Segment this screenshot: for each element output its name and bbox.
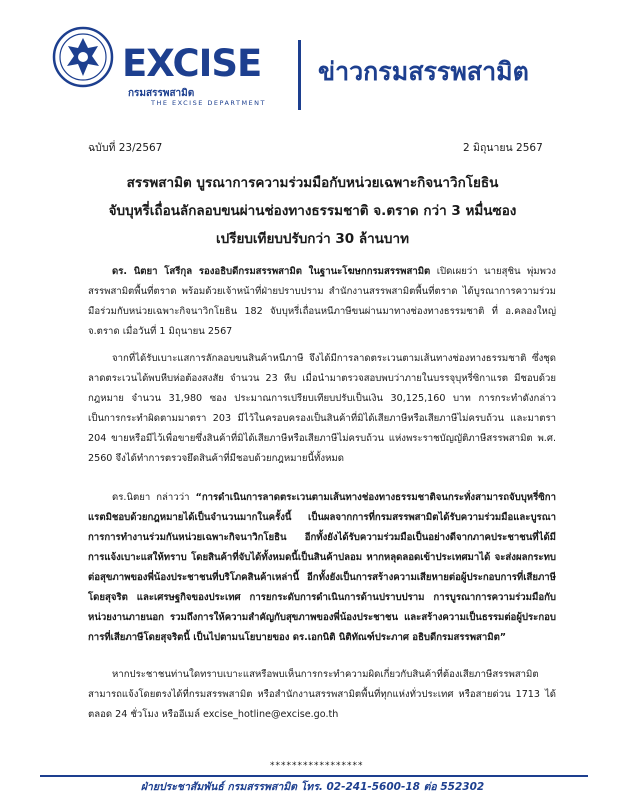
logo-english-text: THE EXCISE DEPARTMENT: [151, 99, 266, 107]
logo-thai-text: กรมสรรพสามิต: [128, 88, 195, 99]
paragraph-3-quote: “การดำเนินการลาดตระเวนตามเส้นทางช่องทางธรรมชาติจนกระทั่งสามารถจับบุหรี่ซิกาแรตมิชอบด้วยกฎหมายได้เป็นจำนวนมากในครั้งนี้ เป็นผลจากการที่กรมสรรพสามิตได้รับความร่วมมือและบูรณาการการทำงานร่วมกันหน่วยเฉพาะกิจนาวิกโยธิน อีกทั้งยังได้รับความร่วมมือเป็นอย่างดีจากภาคประชาชนที่ได้มีการแจ้งเบาะแสให้ทราบ โดยสินค้าที่จับได้ทั้งหมดนี้เป็นสินค้าปลอม หากหลุดลอดเข้าประเทศมาได้ จะส่งผลกระทบต่อสุขภาพของพี่น้องประชาชนที่บริโภคสินค้าเหล่านี้ อีกทั้งยังเป็นการสร้างความเสียหายต่อผู้ประกอบการที่เสียภาษีโดยสุจริต และเศรษฐกิจของประเทศ การยกระดับการดำเนินการด้านปราบปราม การบูรณาการความร่วมมือกับหน่วยงานภายนอก รวมถึงการให้ความสำคัญกับสุขภาพของพี่น้องประชาชน และสร้างความเป็นธรรมต่อผู้ประกอบการที่เสียภาษีโดยสุจริตนี้ เป็นไปตามนโยบายของ ดร.เอกนิติ นิติทัณฑ์ประภาศ อธิบดีกรมสรรพสามิต”: [88, 492, 556, 643]
end-marker: *****************: [270, 761, 364, 771]
paragraph-1-body: เปิดเผยว่า นายสุชิน พุ่มพวง สรรพสามิตพื้นที่ตราด พร้อมด้วยเจ้าหน้าที่ฝ่ายปราบปราม สำนักงานสรรพสามิตพื้นที่ตราด ได้บูรณาการความร่วมมือร่วมกับหน่วยเฉพาะกิจนาวิกโยธิน 182 จับบุหรี่เถื่อนหนีภาษีขนผ่านมาทางช่องทางธรรมชาติ ที่ อ.คลองใหญ่ จ.ตราด เมื่อวันที่ 1 มิถุนายน 2567: [88, 266, 556, 337]
excise-logo: EXCISE: [122, 42, 262, 85]
header-divider: [298, 40, 301, 110]
paragraph-2: [88, 349, 556, 469]
letterhead: [0, 0, 625, 110]
headline-line-3: เปรียบเทียบปรับกว่า 30 ล้านบาท: [216, 231, 409, 247]
footer-contact: ฝ่ายประชาสัมพันธ์ กรมสรรพสามิต โทร. 02-241-5600-18 ต่อ 552302: [140, 781, 485, 793]
paragraph-4: [88, 665, 556, 725]
garuda-seal-icon: [52, 24, 114, 90]
paragraph-1: [88, 262, 556, 342]
paragraph-1-lead: ดร. นิตยา โสรีกุล รองอธิบดีกรมสรรพสามิต ในฐานะโฆษกกรมสรรพสามิต: [112, 266, 431, 277]
paragraph-3: [88, 488, 556, 648]
headline-line-2: จับบุหรี่เถื่อนลักลอบขนผ่านช่องทางธรรมชาติ จ.ตราด กว่า 3 หมื่นซอง: [108, 203, 517, 219]
issue-date: 2 มิถุนายน 2567: [463, 142, 543, 154]
issue-number: ฉบับที่ 23/2567: [88, 142, 163, 154]
paragraph-2-body: จากที่ได้รับเบาะแสการลักลอบขนสินค้าหนีภาษี จึงได้มีการลาดตระเวนตามเส้นทางช่องทางธรรมชาติ ซึ่งชุดลาดตระเวนได้พบหีบห่อต้องสงสัย จำนวน 23 หีบ เมื่อนำมาตรวจสอบพบว่าภายในบรรจุบุหรี่ซิกาแรต มีชอบด้วยกฎหมาย จำนวน 31,980 ซอง ประมาณการเปรียบเทียบปรับเป็นเงิน 30,125,160 บาท การกระทำดังกล่าวเป็นการกระทำผิดตามมาตรา 203 มีไว้ในครอบครองเป็นสินค้าที่มิได้เสียภาษีหรือเสียภาษีไม่ครบถ้วน และมาตรา 204 ขายหรือมีไว้เพื่อขายซึ่งสินค้าที่มิได้เสียภาษีหรือเสียภาษีไม่ครบถ้วน แห่งพระราชบัญญัติภาษีสรรพสามิต พ.ศ. 2560 จึงได้ทำการตรวจยึดสินค้าที่มีชอบด้วยกฎหมายนี้ทั้งหมด: [88, 353, 556, 464]
paragraph-3-lead: ดร.นิตยา กล่าวว่า: [112, 492, 196, 503]
footer-divider: [40, 775, 588, 777]
headline-line-1: สรรพสามิต บูรณาการความร่วมมือกับหน่วยเฉพาะกิจนาวิกโยธิน: [126, 175, 499, 191]
news-title: ข่าวกรมสรรพสามิต: [318, 57, 529, 86]
paragraph-4-body: หากประชาชนท่านใดทราบเบาะแสหรือพบเห็นการกระทำความผิดเกี่ยวกับสินค้าที่ต้องเสียภาษีสรรพสามิต สามารถแจ้งโดยตรงได้ที่กรมสรรพสามิต หรือสำนักงานสรรพสามิตพื้นที่ทุกแห่งทั่วประเทศ หรือสายด่วน 1713 ได้ตลอด 24 ชั่วโมง หรืออีเมล์ excise_hotline@excise.go.th: [88, 669, 556, 720]
